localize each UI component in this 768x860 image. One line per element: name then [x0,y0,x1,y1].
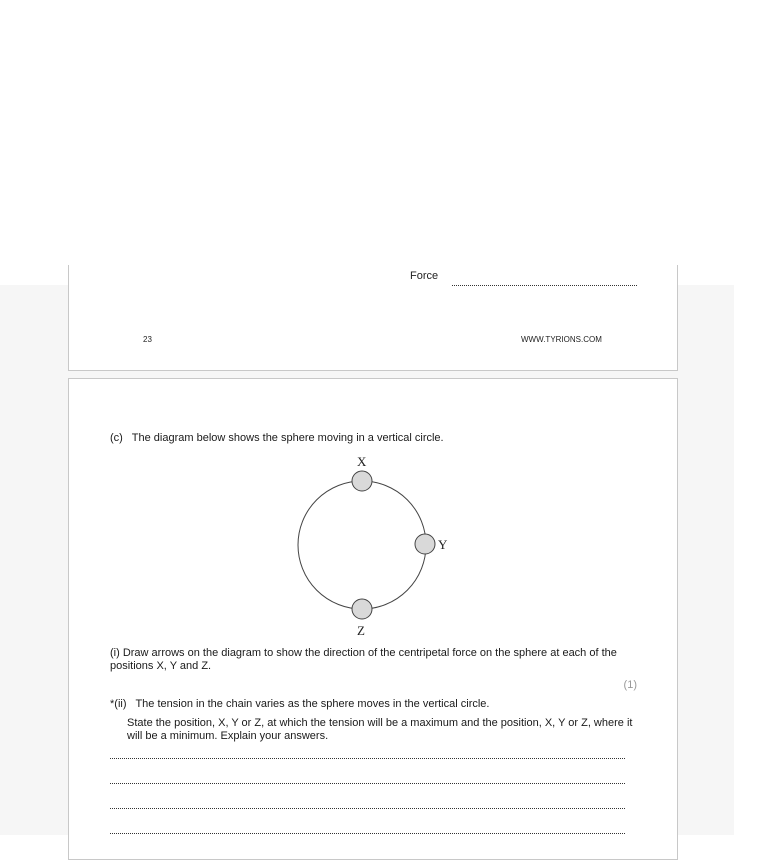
clipped-label: Force [410,270,439,282]
question-c-text: (c) The diagram below shows the sphere moving in a vertical circle. [110,432,444,444]
answer-line[interactable] [110,833,625,834]
question-ii-body: State the position, X, Y or Z, at which the tension will be a maximum and the position, X, Y or Z, where it will be a minimum. Explain your answers. [127,717,633,742]
question-ii-text: *(ii) The tension in the chain varies as the sphere moves in the vertical circle. [110,698,490,710]
answer-line[interactable] [110,783,625,784]
sphere-z [352,599,372,619]
marks-i: (1) [623,679,637,691]
label-y: Y [438,537,448,552]
page-current [68,378,678,860]
question-i-text: (i) Draw arrows on the diagram to show the direction of the centripetal force on the sphere at each of the positions X, Y and Z. [110,647,617,672]
sphere-x [352,471,372,491]
page-number: 23 [143,335,152,344]
vertical-circle-diagram [279,451,459,641]
label-x: X [357,454,367,469]
circle-path [298,481,426,609]
page-previous [68,265,678,371]
footer-site: WWW.TYRIONS.COM [521,335,602,344]
answer-line[interactable] [110,758,625,759]
answer-line-force [452,285,637,286]
label-z: Z [357,623,365,638]
document-viewer[interactable] [0,270,734,835]
sphere-y [415,534,435,554]
answer-line[interactable] [110,808,625,809]
